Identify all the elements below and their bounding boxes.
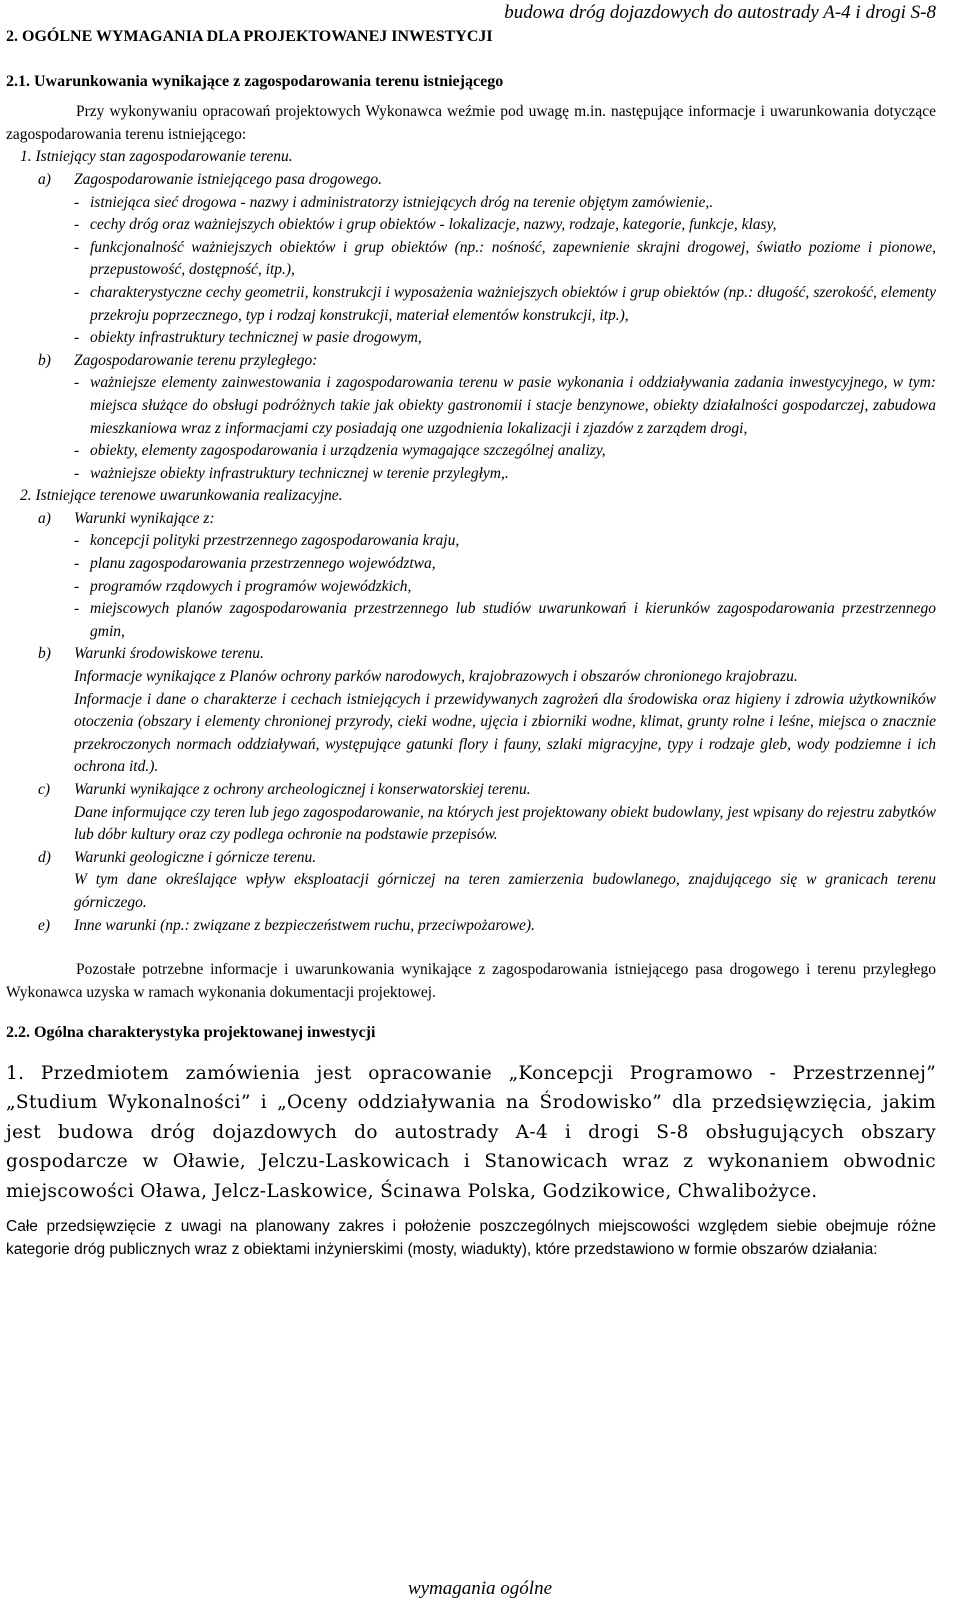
item-2b-paragraph: Informacje wynikające z Planów ochrony parków narodowych, krajobrazowych i obszarów chronionego krajobrazu. [74,668,798,686]
item-1b-label: b) [38,351,51,369]
list-item: - ważniejsze obiekty infrastruktury technicznej w terenie przyległym,. [74,464,509,482]
item-2e-label: e) [38,916,51,934]
item-2e-title: Inne warunki (np.: związane z bezpieczeństwem ruchu, przeciwpożarowe). [74,916,535,934]
item-2b-label: b) [38,645,51,663]
list-item: - miejscowych planów zagospodarowania przestrzennego lub studiów uwarunkowań i kierunków zagospodarowania przestrzennego gmin, [74,600,936,640]
list-item: - koncepcji polityki przestrzennego zagospodarowania kraju, [74,532,460,550]
item-1b [6,350,936,373]
item-2c-title: Warunki wynikające z ochrony archeologicznej i konserwatorskiej terenu. [74,781,531,798]
item-2a-list [6,530,936,643]
list-item: - obiekty infrastruktury technicznej w pasie drogowym, [74,329,422,347]
section-2-heading: 2. OGÓLNE WYMAGANIA DLA PROJEKTOWANEJ INWESTYCJI [6,28,493,45]
item-1a-list [6,192,936,350]
running-footer: wymagania ogólne [407,1578,553,1599]
document-body [6,26,936,1261]
running-header: budowa dróg dojazdowych do autostrady A-4 i drogi S-8 [504,2,936,23]
item-1b-list [6,372,936,485]
list-item: - funkcjonalność ważniejszych obiektów i grup obiektów (np.: nośność, zapewnienie skrajni drogowej, światło poziome i pionowe, przepustowość, dostępność, itp.), [74,238,936,279]
list-item: - planu zagospodarowania przestrzennego województwa, [74,555,436,573]
item-1a-label: a) [38,170,51,188]
item-2a-title: Warunki wynikające z: [74,509,215,527]
section-2-2-heading: 2.2. Ogólna charakterystyka projektowanej inwestycji [6,1024,376,1042]
scope-paragraph: Całe przedsięwzięcie z uwagi na planowany zakres i położenie poszczególnych miejscowości względem siebie obejmuje różne kategorie dróg publicznych wraz z obiektami inżynierskimi (mosty, wiadukty), które przedstawiono w formie obszarów działania: [6,1217,936,1258]
item-2e [6,915,936,938]
subject-paragraph: 1. Przedmiotem zamówienia jest opracowanie „Koncepcji Programowo - Przestrzennej” „Studium Wykonalności” i „Oceny oddziaływania na Środowisko” dla przedsięwzięcia, jakim jest budowa dróg dojazdowych do autostrady A-4 i drogi S-8 obsługujących obszary gospodarcze w Oławie, Jelczu-Laskowicach i Stanowicach wraz z wykonaniem obwodnic miejscowości Oława, Jelcz-Laskowice, Ścinawa Polska, Godzikowice, Chwalibożyce. [6,1062,936,1202]
list-item: - programów rządowych i programów wojewódzkich, [74,577,412,595]
item-2d-paragraph: W tym dane określające wpływ eksploatacji górniczej na teren zamierzenia budowlanego, znajdującego się w granicach terenu górniczego. [74,871,936,911]
item-1a-title: Zagospodarowanie istniejącego pasa drogowego. [74,170,382,188]
closing-paragraph: Pozostałe potrzebne informacje i uwarunkowania wynikające z zagospodarowania istniejącego pasa drogowego i terenu przyległego Wykonawca uzyska w ramach wykonania dokumentacji projektowej. [6,961,936,1001]
item-2b-paragraph: Informacje i dane o charakterze i cechach istniejących i przewidywanych zagrożeń dla środowiska oraz higieny i zdrowia użytkowników otoczenia (obszary i elementy chronionej przyrody, cieki wodne, ujęcia i zbiorniki wodne, klimat, grunty rolne i leśne, miejsca o znacznie przekroczonych normach oddziaływań, występujące gatunki flory i fauny, szlaki migracyjne, typy i rodzaje gleb, wody podziemne i ich ochrona itd.). [74,690,936,776]
list-item: - obiekty, elementy zagospodarowania i urządzenia wymagające szczególnej analizy, [74,442,606,460]
intro-paragraph: Przy wykonywaniu opracowań projektowych Wykonawca weźmie pod uwagę m.in. następujące informacje i uwarunkowania dotyczące zagospodarowania terenu istniejącego: [6,103,936,143]
item-2c-paragraph: Dane informujące czy teren lub jego zagospodarowanie, na których jest projektowany obiekt budowlany, jest wpisany do rejestru zabytków lub dóbr kultury oraz czy podlega ochronie na podstawie przepisów. [74,803,936,844]
list-item: - ważniejsze elementy zainwestowania i zagospodarowania terenu w pasie wykonania i oddziaływania zadania inwestycyjnego, w tym: miejsca służące do obsługi podróżnych takie jak obiekty gastronomii i stacje benzynowe, obiekty działalności gospodarczej, zabudowa mieszkaniowa wraz z informacjami czy posiadają one uzgodnienia lokalizacji i zjazdów z zarządem drogi, [74,374,936,437]
item-1a [6,169,936,192]
item-2b-title: Warunki środowiskowe terenu. [74,645,264,663]
item-2c-label: c) [38,781,51,798]
item-2a [6,508,936,531]
item-2a-label: a) [38,509,51,527]
item-1-title: 1. Istniejący stan zagospodarowanie terenu. [20,148,293,166]
item-2-title: 2. Istniejące terenowe uwarunkowania realizacyjne. [20,487,343,505]
item-2d-label: d) [38,848,51,866]
list-item: - cechy dróg oraz ważniejszych obiektów i grup obiektów - lokalizacje, nazwy, rodzaje, kategorie, funkcje, klasy, [74,216,777,234]
item-2c [6,779,936,802]
list-item: - charakterystyczne cechy geometrii, konstrukcji i wyposażenia ważniejszych obiektów i grup obiektów (np.: długość, szerokość, elementy przekroju poprzecznego, typ i rodzaj konstrukcji, materiał elementów konstrukcji, itp.), [74,283,936,324]
item-2d [6,847,936,870]
item-1b-title: Zagospodarowanie terenu przyległego: [74,351,318,369]
section-2-1-heading: 2.1. Uwarunkowania wynikające z zagospodarowania terenu istniejącego [6,72,504,90]
list-item: - istniejąca sieć drogowa - nazwy i administratorzy istniejących dróg na terenie objętym zamówienie,. [74,193,714,211]
item-2d-title: Warunki geologiczne i górnicze terenu. [74,848,317,866]
item-2b [6,643,936,666]
